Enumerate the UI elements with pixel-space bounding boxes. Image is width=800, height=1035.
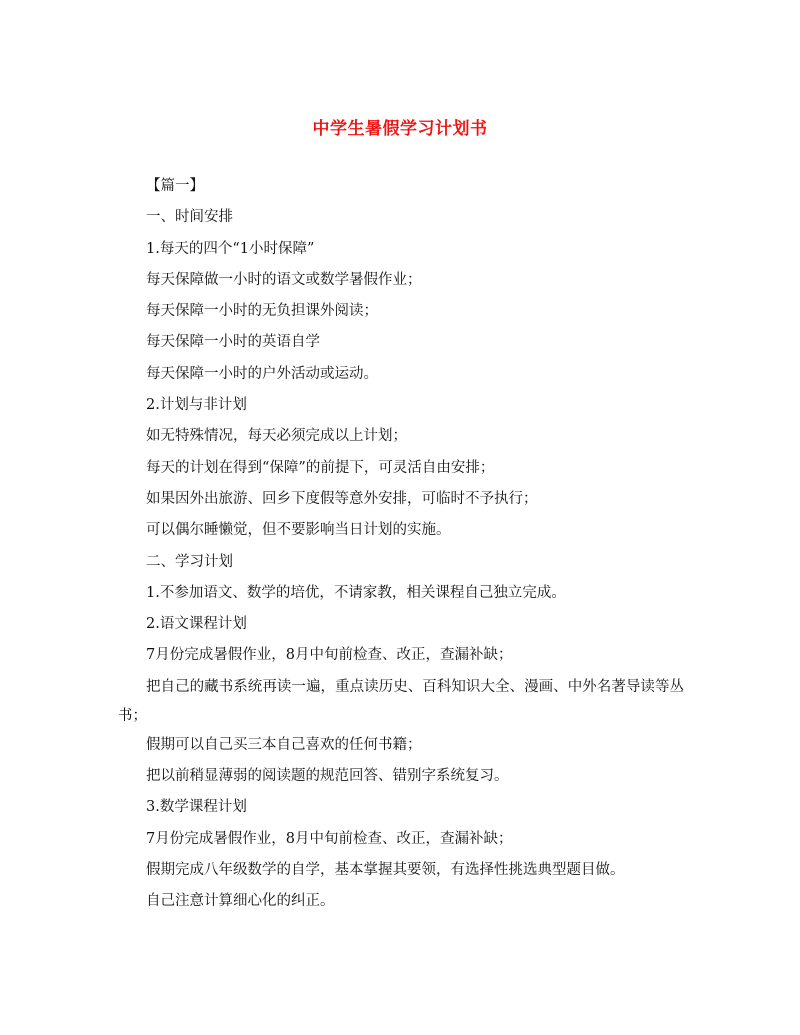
paragraph-line: 可以偶尔睡懒觉，但不要影响当日计划的实施。 <box>146 522 451 539</box>
paragraph-line: 每天保障做一小时的语文或数学暑假作业； <box>146 271 422 288</box>
paragraph-line: 假期完成八年级数学的自学，基本掌握其要领，有选择性挑选典型题目做。 <box>146 861 625 878</box>
document-body <box>118 177 684 924</box>
paragraph-line: 1.不参加语文、数学的培优，不请家教，相关课程自己独立完成。 <box>146 584 566 601</box>
paragraph-line: 【篇一】 <box>146 178 204 194</box>
paragraph-line-wrapped: 把自己的藏书系统再读一遍，重点读历史、百科知识大全、漫画、中外名著导读等丛书； <box>118 678 684 724</box>
paragraph-line: 1.每天的四个“1小时保障” <box>146 240 315 257</box>
paragraph-line: 每天保障一小时的户外活动或运动。 <box>146 365 378 382</box>
paragraph-line: 如无特殊情况，每天必须完成以上计划； <box>146 428 407 445</box>
paragraph-line: 7月份完成暑假作业，8月中旬前检查、改正，查漏补缺； <box>146 830 513 847</box>
paragraph-line: 每天保障一小时的无负担课外阅读； <box>146 303 378 320</box>
paragraph-line: 3.数学课程计划 <box>146 799 247 816</box>
paragraph-line: 一、时间安排 <box>146 209 233 226</box>
paragraph-line: 如果因外出旅游、回乡下度假等意外安排，可临时不予执行； <box>146 490 538 507</box>
paragraph-line: 每天的计划在得到“保障”的前提下，可灵活自由安排； <box>146 459 495 476</box>
paragraph-line: 7月份完成暑假作业，8月中旬前检查、改正，查漏补缺； <box>146 647 513 664</box>
paragraph-line: 2.语文课程计划 <box>146 616 247 633</box>
paragraph-line: 假期可以自己买三本自己喜欢的任何书籍； <box>146 736 422 753</box>
paragraph-line: 把以前稍显薄弱的阅读题的规范回答、错别字系统复习。 <box>146 768 509 785</box>
paragraph-line: 自己注意计算细心化的纠正。 <box>146 893 335 910</box>
paragraph-line: 2.计划与非计划 <box>146 397 247 414</box>
document-title: 中学生暑假学习计划书 <box>312 119 488 139</box>
paragraph-line: 二、学习计划 <box>146 553 233 570</box>
paragraph-line: 每天保障一小时的英语自学 <box>146 334 320 351</box>
